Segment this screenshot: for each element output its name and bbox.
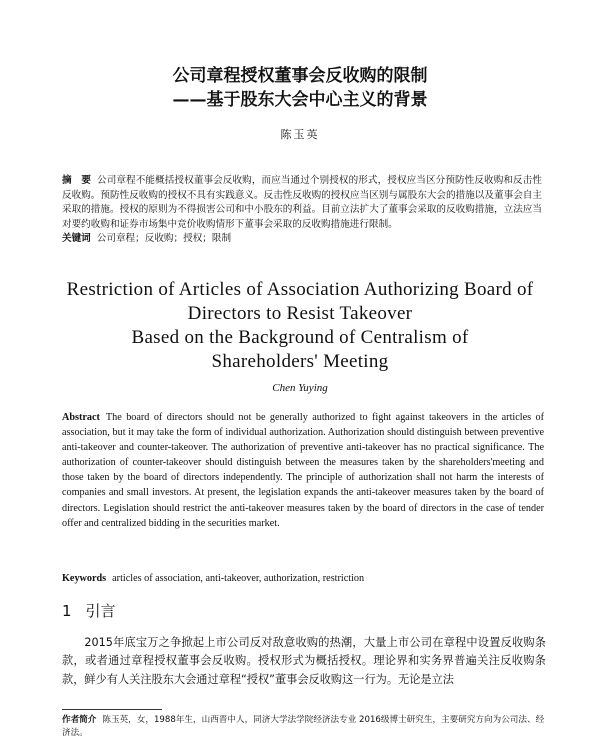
section-number: 1: [62, 602, 72, 620]
chinese-author: 陈玉英: [280, 128, 320, 141]
english-title-line-3: Based on the Background of Centralism of: [131, 327, 469, 348]
author-footnote: [62, 714, 546, 740]
english-title-line-1: Restriction of Articles of Association Authorizing Board of: [66, 279, 534, 300]
footnote-divider: [62, 709, 162, 710]
chinese-abstract-text: 公司章程不能概括授权董事会反收购，而应当通过个别授权的形式，授权应当区分预防性反收购和反击性反收购。预防性反收购的授权不具有实践意义。反击性反收购的授权应当区别与属股东大会的措施以及董事会自主采取的措施。授权的原则为不得损害公司和中小股东的利益。目前立法扩大了董事会采取的反收购措施，立法应当对要约收购和证券市场集中竞价收购情形下董事会采取的反收购措施进行限制。: [62, 175, 543, 230]
footnote-label: 作者简介: [62, 715, 97, 725]
chinese-keywords-label: 关键词: [62, 233, 91, 245]
english-title-line-2: Directors to Resist Takeover: [187, 303, 413, 324]
body-paragraph: 2015年底宝万之争掀起上市公司反对敌意收购的热潮，大量上市公司在章程中设置反收购条款，或者通过章程授权董事会反收购。授权形式为概括授权。理论界和实务界普遍关注反收购条款，鲜少有人关注股东大会通过章程“授权”董事会反收购这一行为。无论是立法: [62, 636, 546, 686]
english-title-line-4: Shareholders' Meeting: [211, 351, 389, 372]
english-keywords-block: [62, 571, 544, 586]
english-abstract-text: The board of directors should not be generally authorized to fight against takeovers in the articles of association, but it may take the form of individual authorization. Authorization should distinguish between preventive anti-takeover and counter-takeover. The authorization of preventive anti-takeover has no practical significance. The authorization of counter-takeover should distinguish between the measures taken by the shareholders'meeting and those taken by the board of directors independently. The principle of authorization shall not harm the interests of companies and small investors. At present, the legislation expands the anti-takeover measures taken by the board of directors. Legislation should restrict the anti-takeover measures taken by the board of directors in the case of tender offer and centralized bidding in the securities market.: [62, 412, 544, 529]
english-keywords-text: articles of association, anti-takeover, authorization, restriction: [112, 573, 365, 584]
footnote-text: 陈玉英，女，1988年生，山西晋中人，同济大学法学院经济法专业 2016级博士研究生，主要研究方向为公司法、经济法。: [62, 715, 545, 738]
section-heading: [62, 601, 116, 621]
english-author: Chen Yuying: [272, 382, 328, 394]
chinese-keywords-text: 公司章程；反收购；授权；限制: [96, 233, 232, 245]
english-keywords-label: Keywords: [62, 573, 107, 584]
english-abstract-block: [62, 410, 544, 531]
chinese-abstract-block: [62, 174, 542, 247]
chinese-title-line-1: 公司章程授权董事会反收购的限制: [172, 66, 428, 86]
chinese-abstract-label: 摘 要: [62, 175, 92, 186]
english-abstract-label: Abstract: [62, 412, 100, 423]
section-title: 引言: [85, 602, 116, 620]
chinese-title-line-2: ——基于股东大会中心主义的背景: [172, 90, 428, 110]
